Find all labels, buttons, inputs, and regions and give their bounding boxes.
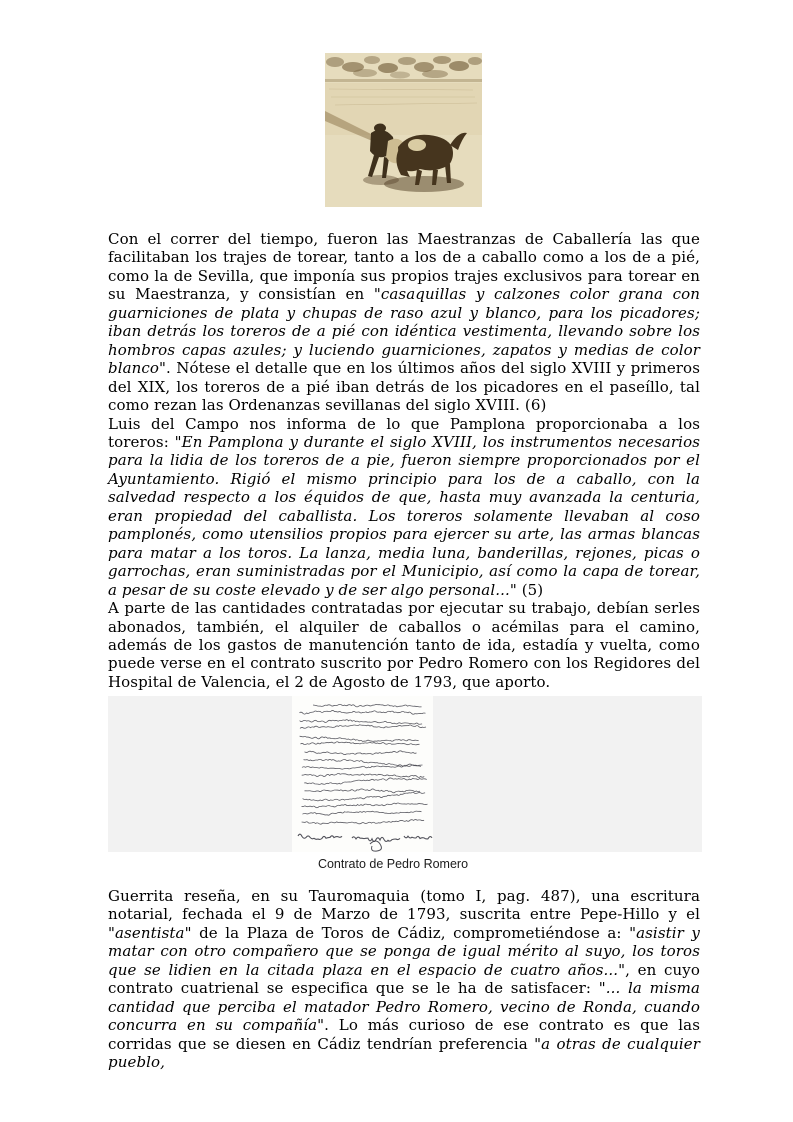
quoted-text: "casaquillas y calzones color grana con guarniciones de plata y chupas de raso azul y blanco, para los picadores; iban detrás los toreros de a pié con idéntica vestimenta, llevando sobre los hombros capas azules; y luciendo guarniciones, zapatos y medias de color blanco" — [108, 285, 700, 378]
bullfight-etching-image — [325, 53, 482, 207]
contract-scan-image — [108, 696, 702, 852]
quoted-text: "... la misma cantidad que perciba el matador Pedro Romero, vecino de Ronda, cuando concurra en su compañía" — [108, 979, 700, 1035]
body-text: . Lo más curioso de ese contrato es que las corridas que se diesen en Cádiz tendrían preferencia — [108, 1016, 700, 1053]
paragraph-cantidades — [108, 599, 700, 691]
body-text: Con el correr del tiempo, fueron las Maestranzas de Caballería las que facilitaban los trajes de torear, tanto a los de a caballo como a los de a pié, como la de Sevilla, que imponía sus propios trajes exclusivos para torear en su Maestranza, y consistían en — [108, 230, 700, 304]
paragraph-maestranzas — [108, 230, 700, 415]
contract-caption: Contrato de Pedro Romero — [317, 857, 469, 871]
quoted-text: "En Pamplona y durante el siglo XVIII, los instrumentos necesarios para la lidia de los toreros de a pie, fueron siempre proporcionados por el Ayuntamiento. Rigió el mismo principio para los de a caballo, con la salvedad respecto a los équidos de que, hasta muy avanzada la centuria, eran propiedad del caballista. Los toreros solamente llevaban al coso pamplonés, como utensilios propios para ejercer su arte, las armas blancas para matar a los toros. La lanza, media luna, banderillas, rejones, picas o garrochas, eran suministradas por el Municipio, así como la capa de torear, a pesar de su coste elevado y de ser algo personal..." — [108, 432, 701, 599]
body-text: . Nótese el detalle que en los últimos años del siglo XVIII y primeros del XIX, los toreros de a pié iban detrás de los picadores en el paseíllo, tal como rezan las Ordenanzas sevillanas del siglo XVIII. (6) — [108, 359, 700, 415]
body-text-block-1 — [108, 230, 700, 691]
quoted-text: "asistir y matar con otro compañero que se ponga de igual mérito al suyo, los toros que se lidien en la citada plaza en el espacio de cuatro años..." — [108, 923, 701, 979]
paragraph-guerrita — [108, 887, 700, 1072]
body-text: Guerrita reseña, en su Tauromaquia (tomo I, pag. 487), una escritura notarial, fechada el 9 de Marzo de 1793, suscrita entre Pepe-Hillo y el — [108, 887, 700, 924]
bullfight-etching-art — [325, 53, 482, 207]
body-text: , en cuyo contrato cuatrienal se especifica que se le ha de satisfacer: — [108, 960, 700, 998]
body-text: A parte de las cantidades contratadas por ejecutar su trabajo, debían serles abonados, también, el alquiler de caballos o acémilas para el camino, además de los gastos de manutención tanto de ida, estadía y vuelta, como puede verse en el contrato suscrito por Pedro Romero con los Regidores del Hospital de Valencia, el 2 de Agosto de 1793, que aporto. — [108, 599, 700, 691]
contract-scan-art — [108, 696, 702, 852]
quoted-text: "a otras de cualquier pueblo, — [108, 1034, 700, 1072]
quoted-text: "asentista" — [108, 923, 192, 942]
body-text-block-2 — [108, 887, 700, 1072]
body-text: de la Plaza de Toros de Cádiz, comprometiéndose a: — [191, 923, 630, 942]
paragraph-luis-del-campo — [108, 415, 700, 600]
body-text: Luis del Campo nos informa de lo que Pamplona proporcionaba a los toreros: — [108, 414, 700, 451]
body-text: (5) — [516, 580, 544, 599]
